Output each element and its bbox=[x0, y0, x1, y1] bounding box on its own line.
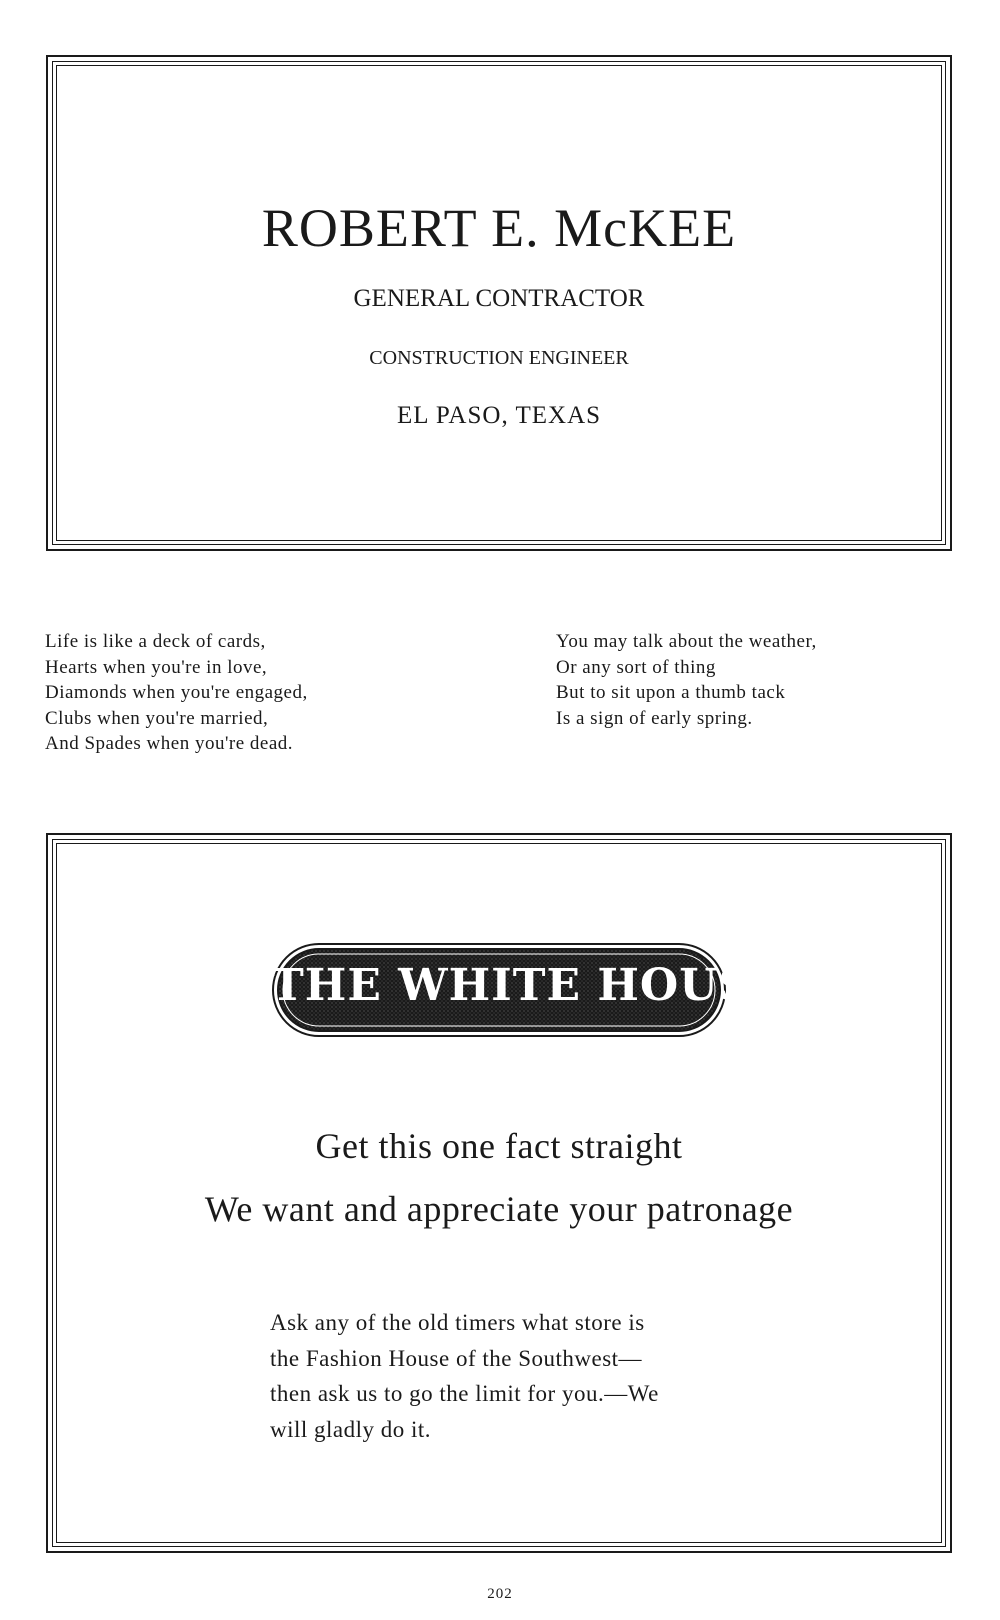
poem-line: Or any sort of thing bbox=[556, 656, 716, 678]
logo-text: THE WHITE HOUSE bbox=[271, 960, 786, 1011]
poem-line: Life is like a deck of cards, bbox=[45, 631, 266, 652]
poem-line: But to sit upon a thumb tack bbox=[556, 682, 786, 703]
ad-body-copy bbox=[270, 1305, 740, 1447]
mckee-location: EL PASO, TEXAS bbox=[396, 402, 602, 429]
body-line: the Fashion House of the Southwest— bbox=[270, 1345, 643, 1371]
slogan-headline: Get this one fact straight bbox=[315, 1126, 683, 1166]
slogan-subheadline: We want and appreciate your patronage bbox=[204, 1189, 794, 1229]
poem-line: And Spades when you're dead. bbox=[45, 733, 294, 754]
white-house-advertisement bbox=[46, 833, 952, 1553]
body-line: Ask any of the old timers what store is bbox=[270, 1310, 645, 1335]
white-house-logo bbox=[271, 942, 786, 1038]
page-number: 202 bbox=[487, 1586, 513, 1602]
poem-left bbox=[45, 629, 308, 757]
poem-line: Is a sign of early spring. bbox=[556, 707, 753, 729]
body-line: then ask us to go the limit for you.—We bbox=[270, 1381, 659, 1406]
mckee-title: GENERAL CONTRACTOR bbox=[353, 285, 645, 312]
body-line: will gladly do it. bbox=[270, 1416, 432, 1442]
poem-line: You may talk about the weather, bbox=[556, 631, 817, 652]
mckee-name: ROBERT E. McKEE bbox=[261, 198, 737, 258]
poem-line: Hearts when you're in love, bbox=[45, 656, 268, 678]
poem-line: Diamonds when you're engaged, bbox=[45, 682, 308, 703]
poem-line: Clubs when you're married, bbox=[45, 707, 269, 729]
mckee-advertisement bbox=[46, 55, 952, 551]
poem-right bbox=[556, 629, 817, 731]
mckee-subtitle: CONSTRUCTION ENGINEER bbox=[369, 347, 629, 369]
